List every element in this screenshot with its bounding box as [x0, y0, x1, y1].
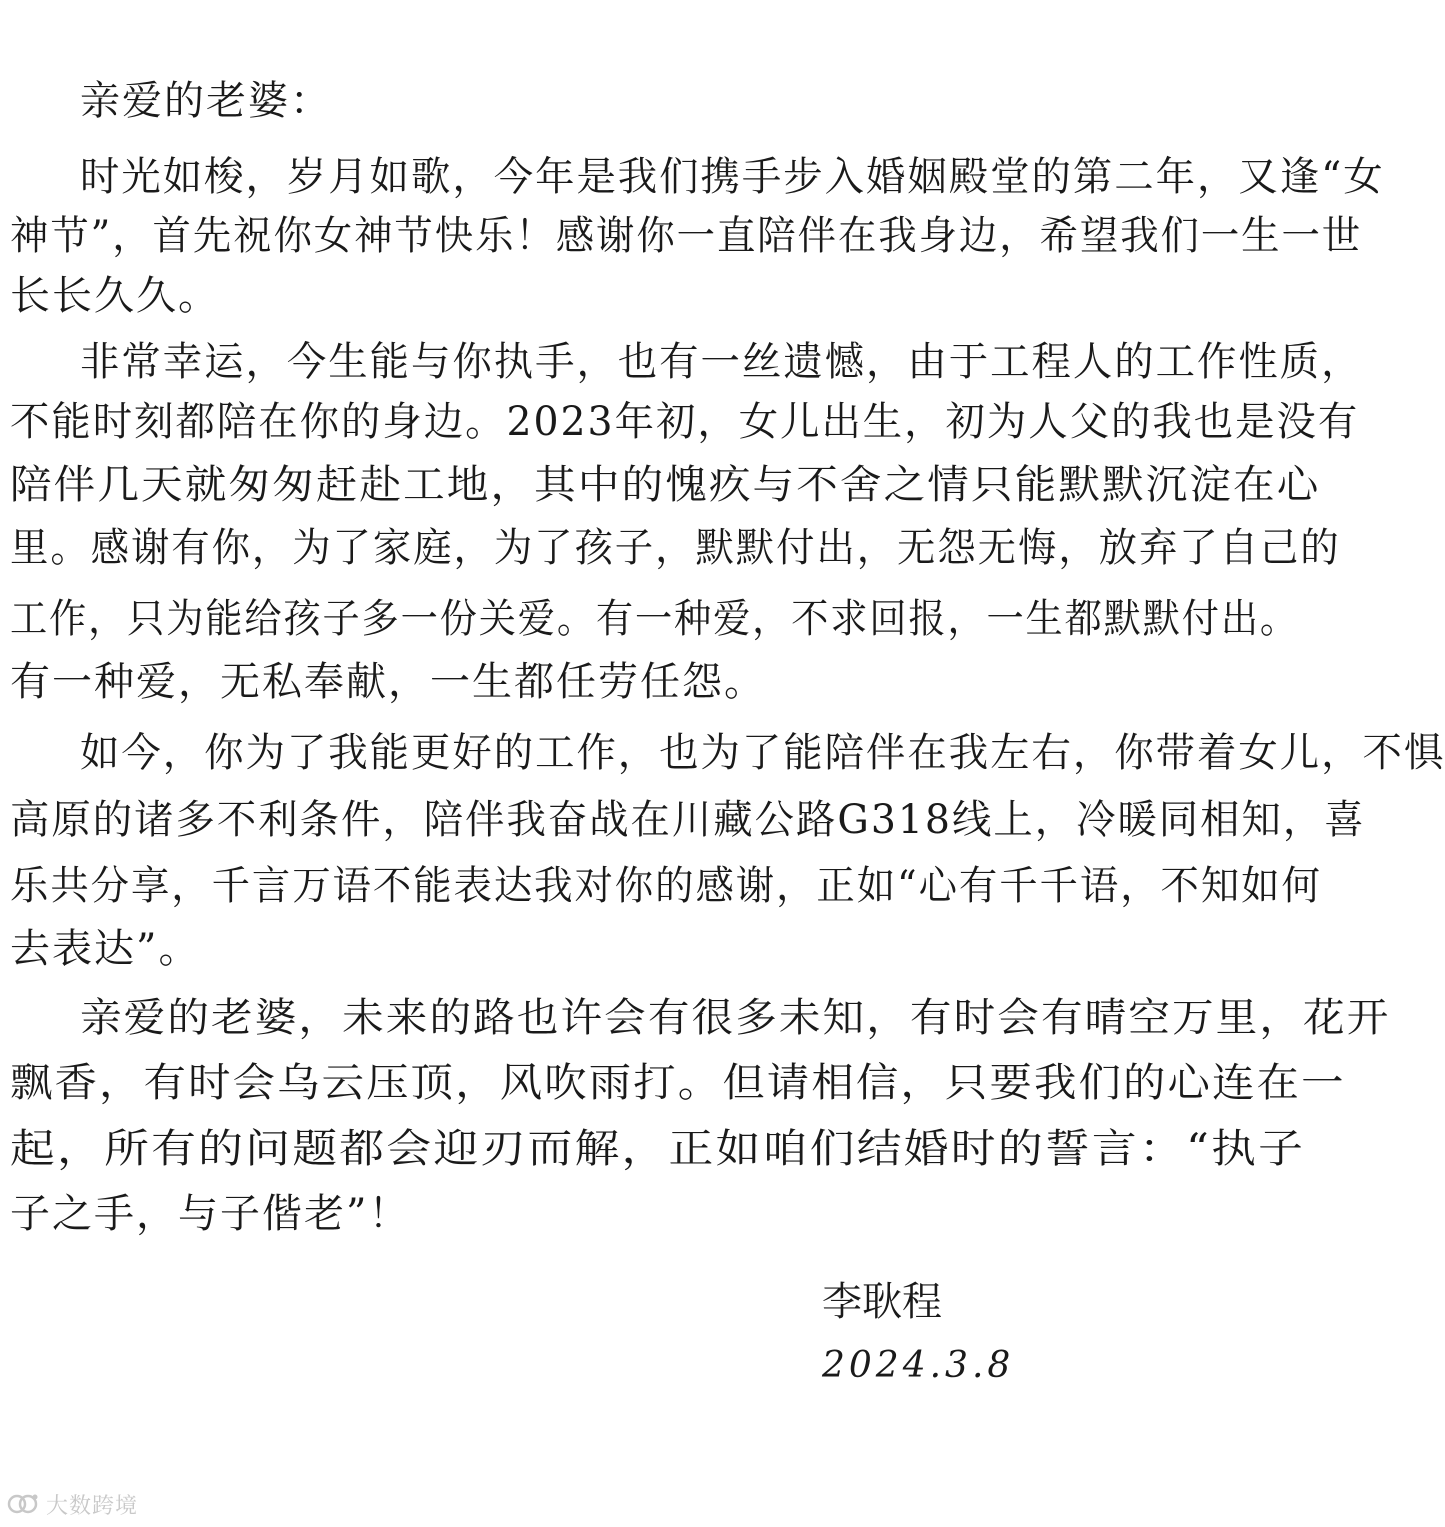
- letter-line: 起，所有的问题都会迎刃而解，正如咱们结婚时的誓言：“执子: [10, 1126, 1306, 1172]
- letter-line: 非常幸运，今生能与你执手，也有一丝遗憾，由于工程人的工作性质，: [80, 339, 1363, 385]
- brand-logo-icon: [6, 1491, 40, 1517]
- letter-line: 乐共分享，千言万语不能表达我对你的感谢，正如“心有千千语，不知如何: [10, 863, 1322, 909]
- letter-line: 陪伴几天就匆匆赶赴工地，其中的愧疚与不舍之情只能默默沉淀在心: [10, 462, 1321, 508]
- letter-line: 时光如梭，岁月如歌，今年是我们携手步入婚姻殿堂的第二年，又逢“女: [80, 154, 1385, 200]
- letter-line: 不能时刻都陪在你的身边。2023年初，女儿出生，初为人父的我也是没有: [10, 399, 1360, 445]
- watermark-text: 大数跨境: [46, 1493, 139, 1519]
- watermark: [6, 1488, 138, 1520]
- letter-line: 去表达”。: [10, 926, 201, 972]
- signature: 李耿程: [822, 1279, 942, 1325]
- letter-salutation: 亲爱的老婆：: [80, 78, 332, 124]
- letter-line: 长长久久。: [10, 273, 220, 319]
- letter-line: 亲爱的老婆，未来的路也许会有很多未知，有时会有晴空万里，花开: [80, 995, 1391, 1041]
- letter-line: 高原的诸多不利条件，陪伴我奋战在川藏公路G318线上，冷暖同相知，喜: [10, 797, 1366, 843]
- letter-line: 飘香，有时会乌云压顶，风吹雨打。但请相信，只要我们的心连在一: [10, 1060, 1346, 1106]
- letter-line: 神节”，首先祝你女神节快乐！感谢你一直陪伴在我身边，希望我们一生一世: [10, 213, 1363, 259]
- letter-date: 2024.3.8: [822, 1345, 1015, 1386]
- letter-line: 有一种爱，无私奉献，一生都任劳任怨。: [10, 659, 766, 705]
- letter-line: 如今，你为了我能更好的工作，也为了能陪伴在我左右，你带着女儿，不惧: [80, 730, 1445, 776]
- letter-line: 工作，只为能给孩子多一份关爱。有一种爱，不求回报，一生都默默付出。: [10, 596, 1299, 642]
- letter-line: 里。感谢有你，为了家庭，为了孩子，默默付出，无怨无悔，放弃了自己的: [10, 525, 1341, 571]
- letter-line: 子之手，与子偕老”！: [10, 1191, 411, 1237]
